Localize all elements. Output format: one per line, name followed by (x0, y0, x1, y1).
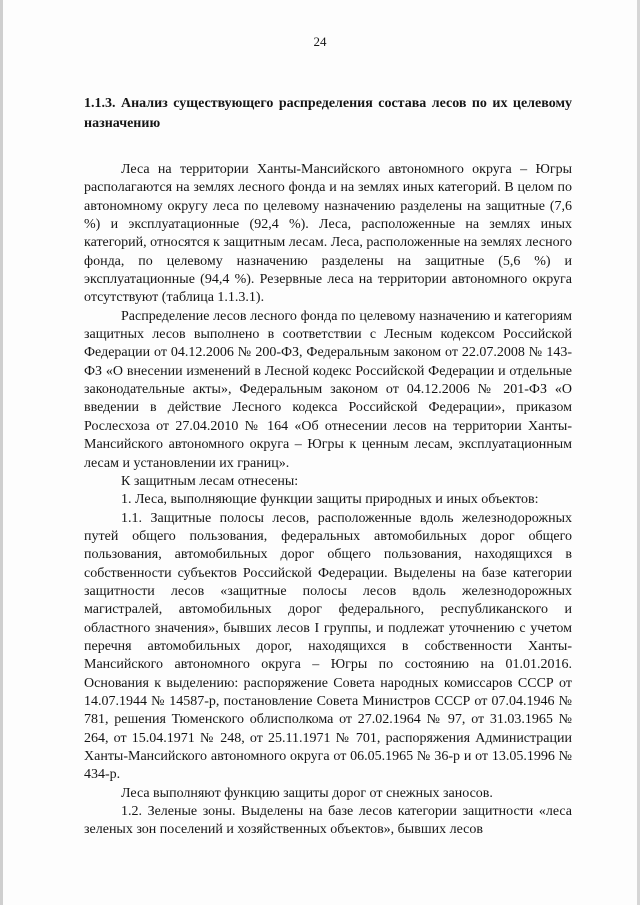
paragraph-item-1-1: 1.1. Защитные полосы лесов, расположенные вдоль железнодорожных путей общего пользования, федеральных автомобильных дорог общего пользования, автомобильных дорог общего пользования, находящихся в собственности субъектов Российской Федерации. Выделены на базе категории защитности лесов «защитные полосы лесов вдоль железнодорожных магистралей, автомобильных дорог федерального, республиканского и областного значения», бывших лесов I группы, и подлежат уточнению с учетом перечня автомобильных дорог, находящихся в собственности Ханты-Мансийского автономного округа – Югры по состоянию на 01.01.2016. Основания к выделению: распоряжение Совета народных комиссаров СССР от 14.07.1944 № 14587-р, постановление Совета Министров СССР от 07.04.1946 № 781, решения Тюменского облисполкома от 27.02.1964 № 97, от 31.03.1965 № 264, от 15.04.1971 № 248, от 25.11.1971 № 701, распоряжения Администрации Ханты-Мансийского автономного округа от 06.05.1965 № 36-р и от 13.05.1996 № 434-р. (84, 510, 572, 783)
paragraph-item-1: 1. Леса, выполняющие функции защиты природных и иных объектов: (121, 492, 539, 508)
page-number: 24 (313, 34, 327, 49)
paragraph-protective-intro: К защитным лесам отнесены: (121, 473, 299, 489)
paragraph-legal-basis: Распределение лесов лесного фонда по целевому назначению и категориям защитных лесов выполнено в соответствии с Лесным кодексом Российской Федерации от 04.12.2006 № 200-ФЗ, Федеральным законом от 22.07.2008 № 143-ФЗ «О внесении изменений в Лесной кодекс Российской Федерации и отдельные законодательные акты», Федеральным законом от 04.12.2006 № 201-ФЗ «О введении в действие Лесного кодекса Российской Федерации», приказом Рослесхоза от 27.04.2010 № 164 «Об отнесении лесов на территории Ханты-Мансийского автономного округа – Югры к ценным лесам, эксплуатационным лесам и установлении их границ». (84, 308, 572, 471)
page-content (84, 94, 572, 840)
section-heading: 1.1.3. Анализ существующего распределения состава лесов по их целевому назначению (84, 96, 572, 131)
paragraph-road-protection: Леса выполняют функцию защиты дорог от снежных заносов. (121, 785, 493, 801)
paragraph-item-1-2: 1.2. Зеленые зоны. Выделены на базе лесов категории защитности «леса зеленых зон поселений и хозяйственных объектов», бывших лесов (84, 804, 572, 838)
scan-edge-left (0, 0, 3, 905)
paragraph-forest-distribution: Леса на территории Ханты-Мансийского автономного округа – Югры располагаются на землях лесного фонда и на землях иных категорий. В целом по автономному округу леса по целевому назначению разделены на защитные (7,6 %) и эксплуатационные (92,4 %). Леса, расположенные на землях иных категорий, относятся к защитным лесам. Леса, расположенные на землях лесного фонда, по целевому назначению разделены на защитные (5,6 %) и эксплуатационные (94,4 %). Резервные леса на территории автономного округа отсутствуют (таблица 1.1.3.1). (84, 162, 572, 306)
